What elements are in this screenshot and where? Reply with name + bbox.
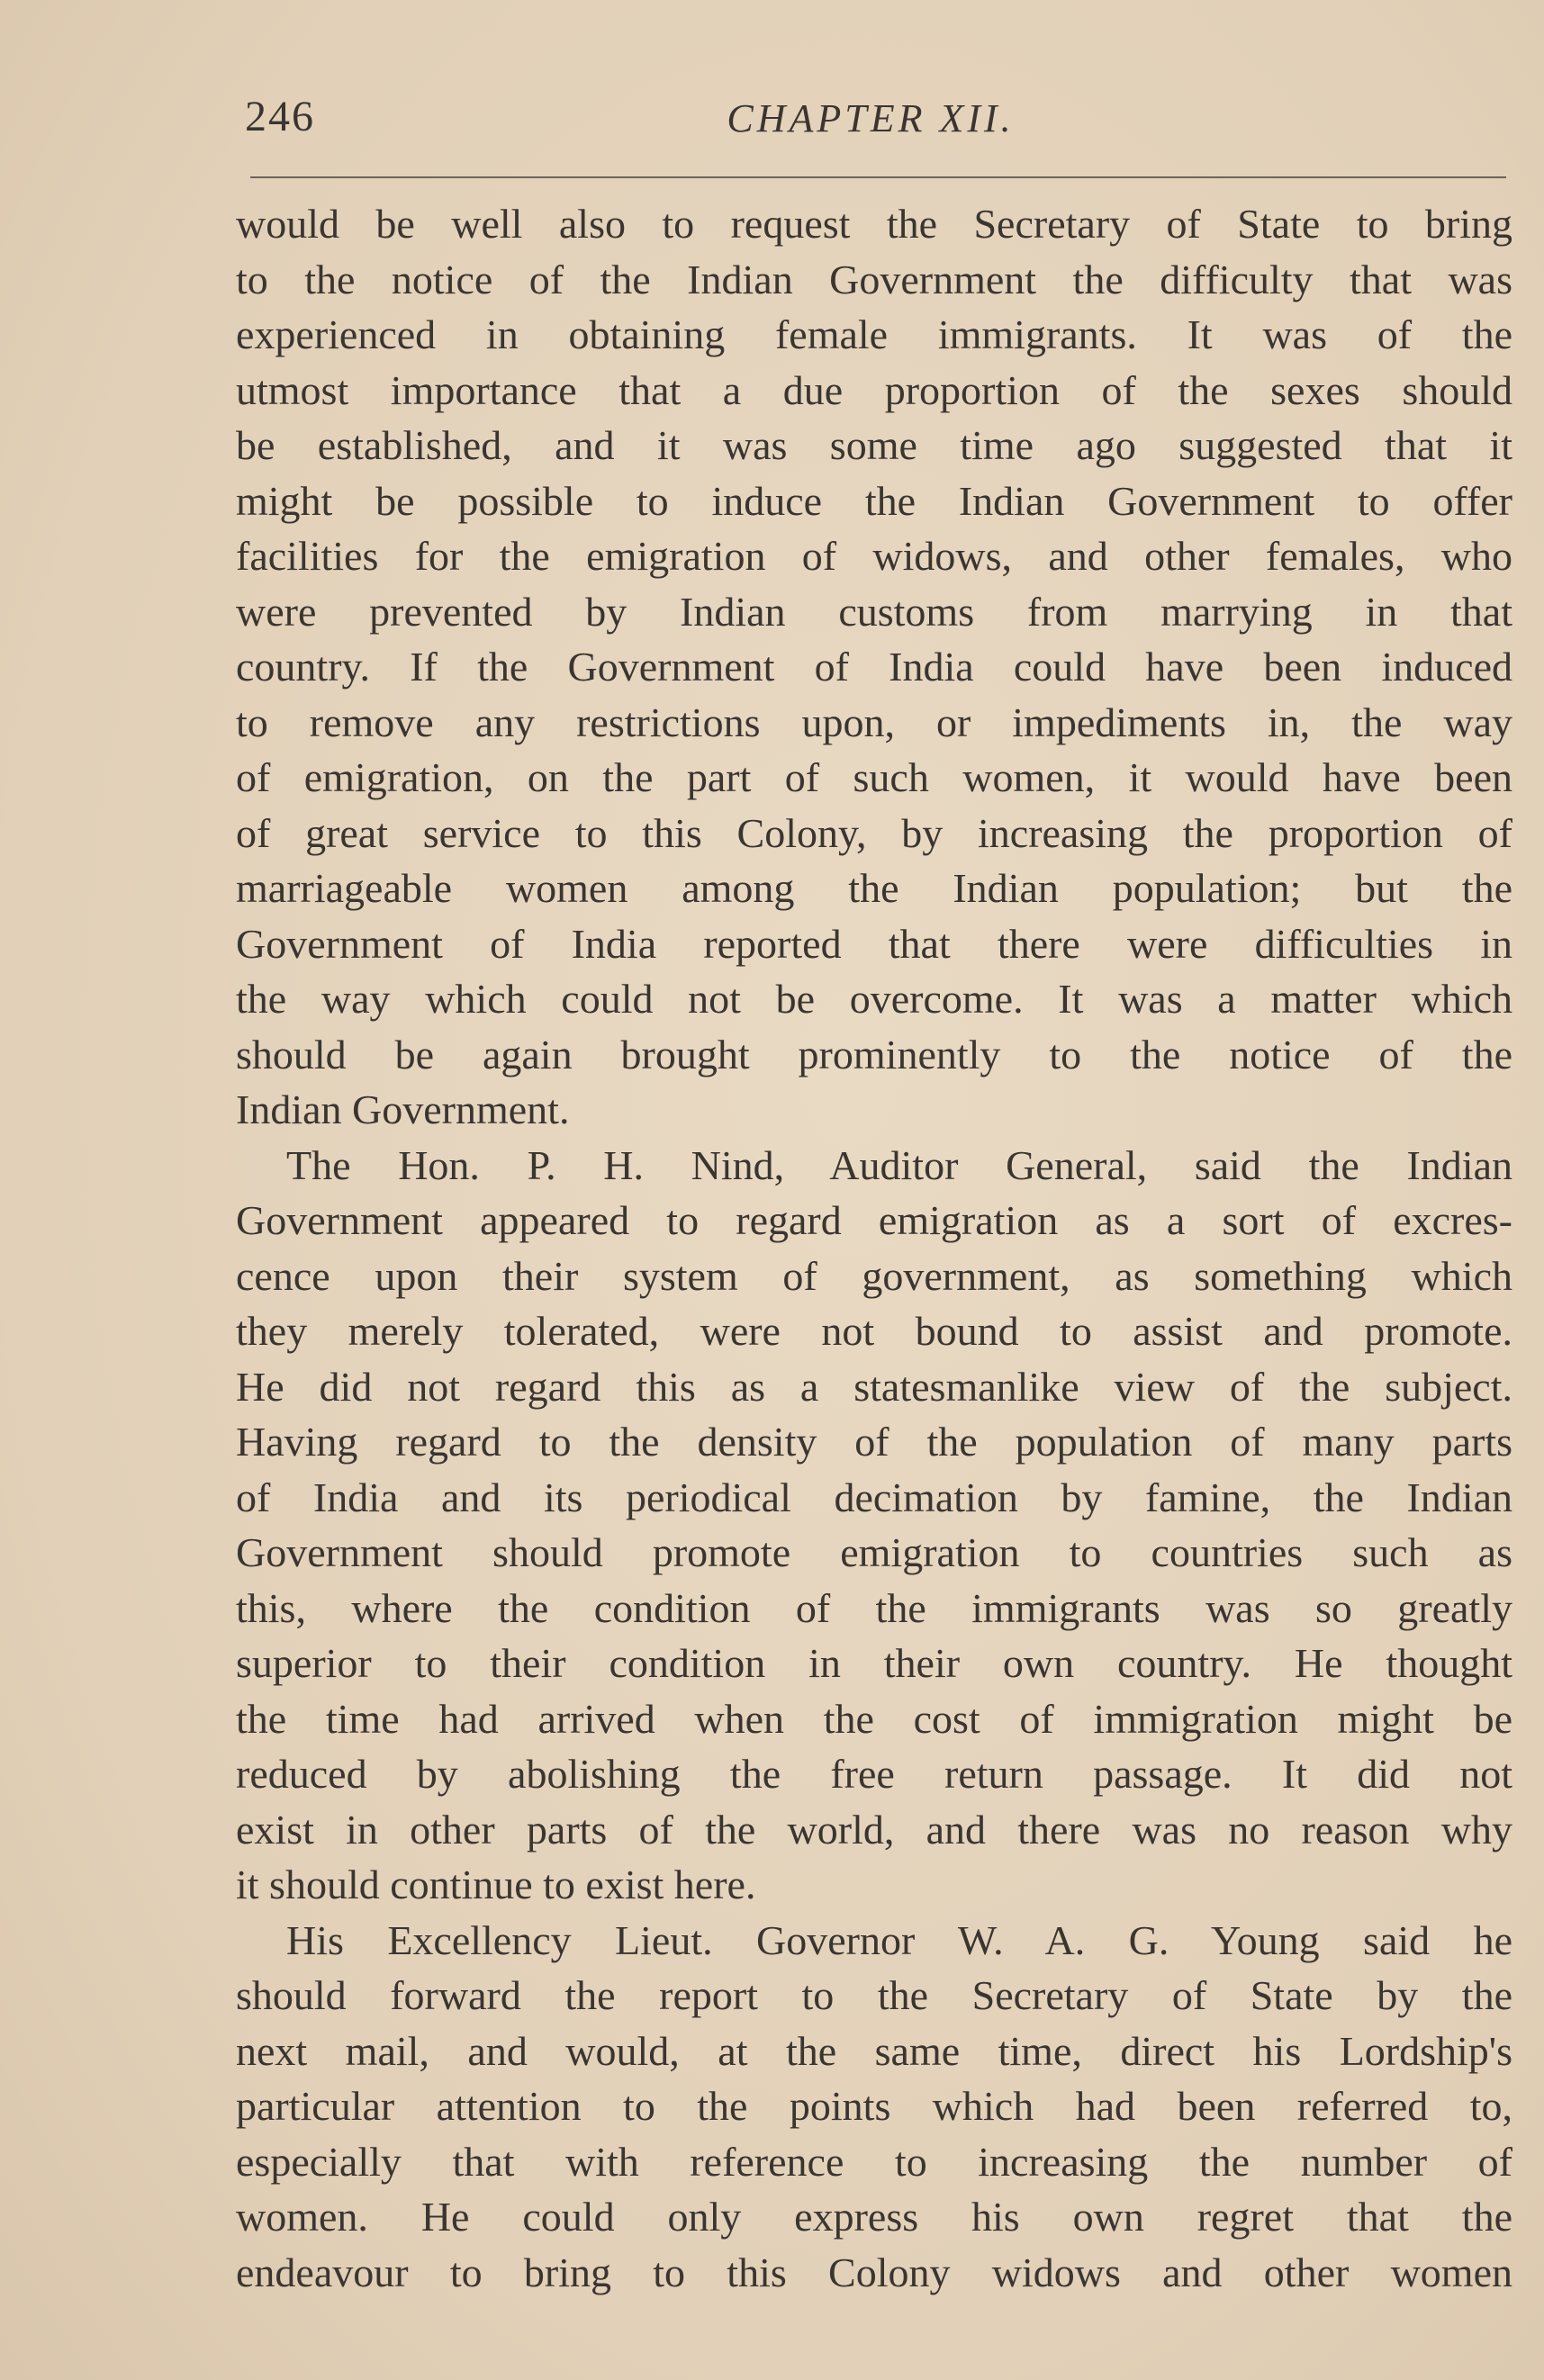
paragraph-start-line: The Hon. P. H. Nind, Auditor General, said the Indian [286, 1141, 1512, 1188]
text-line: superior to their condition in their own country. He thought [236, 1640, 1512, 1686]
text-line: country. If the Government of India could have been induced [236, 644, 1512, 690]
text-line: reduced by abolishing the free return passage. It did not [236, 1751, 1512, 1797]
text-line: Government appeared to regard emigration as a sort of excres- [236, 1197, 1512, 1243]
text-line: might be possible to induce the Indian Government to offer [236, 477, 1512, 524]
text-line: cence upon their system of government, as something which [236, 1252, 1512, 1299]
text-line: marriageable women among the Indian population; but the [236, 865, 1512, 911]
text-line: particular attention to the points which had been referred to, [236, 2083, 1512, 2129]
text-line: this, where the condition of the immigrants was so greatly [236, 1584, 1512, 1631]
text-line: to remove any restrictions upon, or impediments in, the way [236, 699, 1512, 745]
text-line: He did not regard this as a statesmanlike view of the subject. [236, 1363, 1512, 1410]
text-line: women. He could only express his own regret that the [236, 2194, 1512, 2240]
text-line: Having regard to the density of the population of many parts [236, 1419, 1512, 1465]
text-line: Indian Government. [236, 1086, 570, 1132]
text-line: they merely tolerated, were not bound to assist and promote. [236, 1308, 1512, 1354]
header-rule [250, 176, 1506, 178]
text-line: the time had arrived when the cost of immigration might be [236, 1695, 1512, 1742]
text-line: of India and its periodical decimation by famine, the Indian [236, 1474, 1512, 1520]
text-line: experienced in obtaining female immigrants. It was of the [236, 311, 1512, 357]
running-header [236, 86, 1505, 158]
text-line: utmost importance that a due proportion of the sexes should [236, 366, 1512, 413]
text-line: should be again brought prominently to the notice of the [236, 1031, 1512, 1077]
text-line: of great service to this Colony, by increasing the proportion of [236, 809, 1512, 856]
text-line: facilities for the emigration of widows, and other females, who [236, 533, 1512, 579]
text-line: it should continue to exist here. [236, 1862, 756, 1907]
text-line: exist in other parts of the world, and there was no reason why [236, 1806, 1512, 1853]
text-line: especially that with reference to increasing the number of [236, 2138, 1512, 2185]
text-line: of emigration, on the part of such women, it would have been [236, 754, 1512, 800]
text-line: were prevented by Indian customs from marrying in that [236, 588, 1512, 635]
paragraph-start-line: His Excellency Lieut. Governor W. A. G. Young said he [286, 1916, 1512, 1963]
text-line: the way which could not be overcome. It was a matter which [236, 976, 1512, 1022]
text-line: next mail, and would, at the same time, direct his Lordship's [236, 2027, 1512, 2074]
text-line: Government should promote emigration to countries such as [236, 1529, 1512, 1575]
text-line: be established, and it was some time ago suggested that it [236, 422, 1512, 468]
text-line: should forward the report to the Secretary of State by the [236, 1972, 1512, 2018]
body-text [236, 196, 1512, 2300]
text-line: to the notice of the Indian Government the difficulty that was [236, 256, 1512, 302]
page-number: 246 [245, 93, 315, 140]
text-line: would be well also to request the Secretary of State to bring [236, 201, 1512, 247]
chapter-title: CHAPTER XII. [727, 96, 1015, 140]
text-line: endeavour to bring to this Colony widows and other women [236, 2249, 1512, 2295]
text-line: Government of India reported that there were difficulties in [236, 920, 1512, 967]
